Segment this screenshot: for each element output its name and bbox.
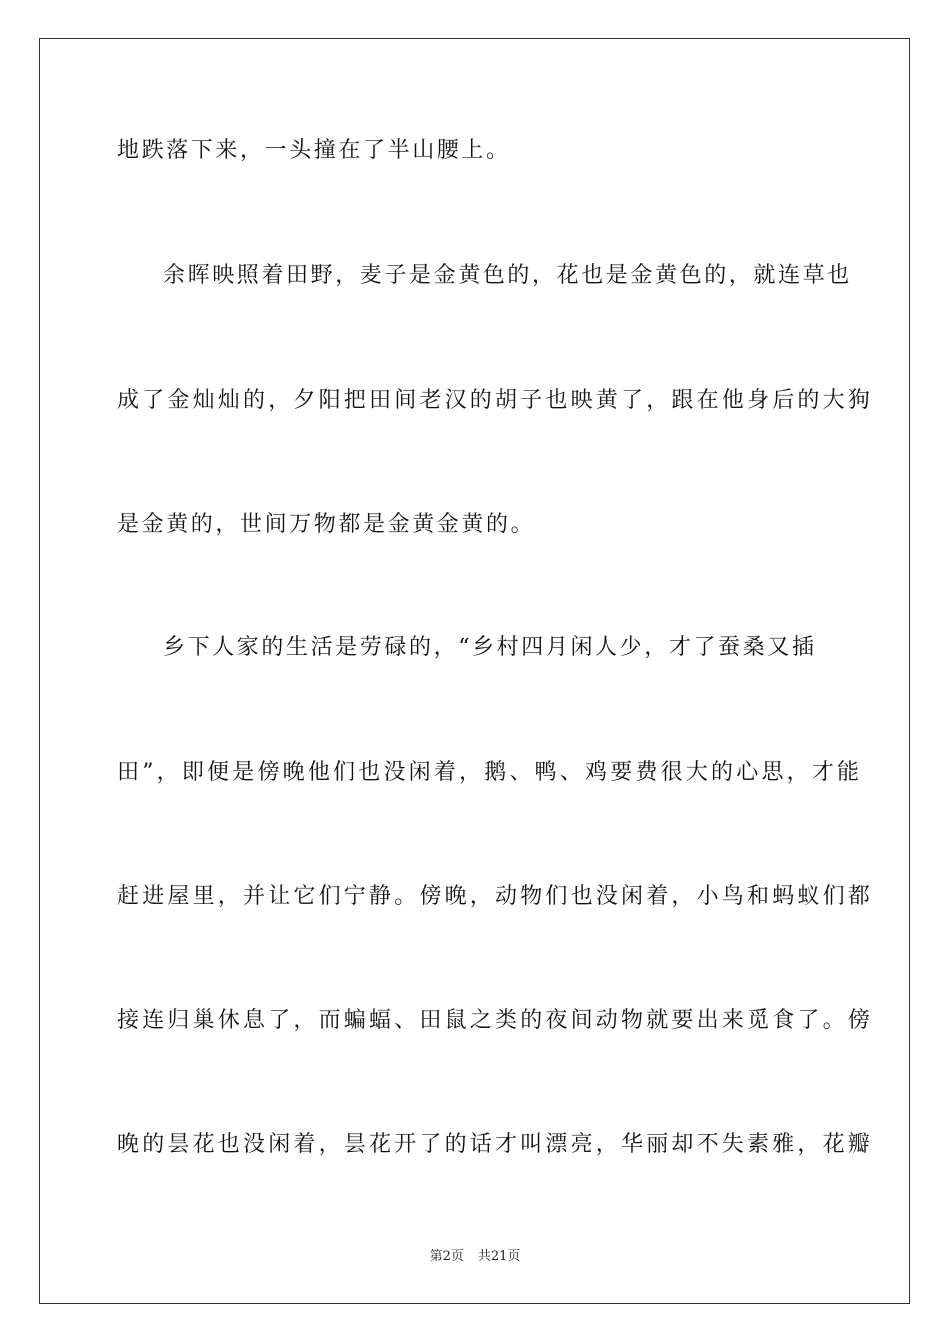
text-line-1: 地跌落下来，一头撞在了半山腰上。 <box>117 138 511 163</box>
paragraph-2-line-2: 成了金灿灿的，夕阳把田间老汉的胡子也映黄了，跟在他身后的大狗 <box>117 388 874 413</box>
paragraph-3-line-1: 乡下人家的生活是劳碌的，“乡村四月闲人少，才了蚕桑又插 <box>163 635 817 660</box>
paragraph-2-line-1: 余晖映照着田野，麦子是金黄色的，花也是金黄色的，就连草也 <box>163 263 852 288</box>
paragraph-2-line-3: 是金黄的，世间万物都是金黄金黄的。 <box>117 512 536 537</box>
paragraph-3-line-4: 接连归巢休息了，而蝙蝠、田鼠之类的夜间动物就要出来觅食了。傍 <box>117 1008 874 1033</box>
page-border <box>39 38 910 1304</box>
page-total: 共21页 <box>477 1249 521 1264</box>
page-footer <box>0 1248 950 1266</box>
paragraph-3-line-3: 赶进屋里，并让它们宁静。傍晚，动物们也没闲着，小鸟和蚂蚁们都 <box>117 884 874 909</box>
paragraph-3-line-5: 晚的昙花也没闲着，昙花开了的话才叫漂亮，华丽却不失素雅，花瓣 <box>117 1132 874 1157</box>
paragraph-3-line-2: 田”，即便是傍晚他们也没闲着，鹅、鸭、鸡要费很大的心思，才能 <box>117 760 863 785</box>
page-number: 第2页 <box>429 1249 464 1264</box>
